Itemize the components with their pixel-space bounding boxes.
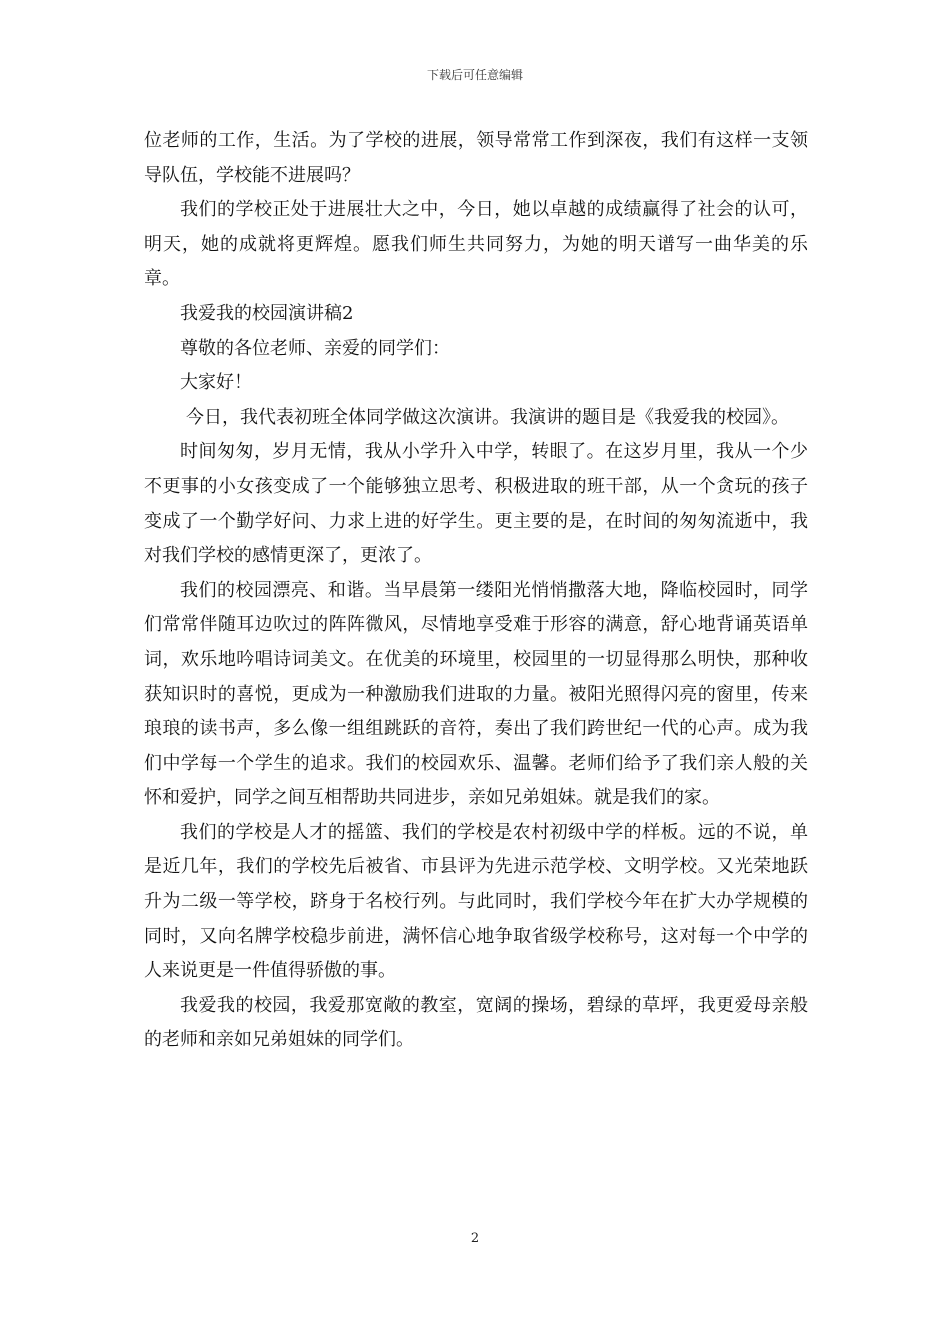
page-number: 2 <box>470 1231 480 1246</box>
salutation: 尊敬的各位老师、亲爱的同学们： <box>180 337 450 359</box>
paragraph-school-growth: 我们的学校正处于进展壮大之中，今日，她以卓越的成绩赢得了社会的认可，明天，她的成就将更辉煌。愿我们师生共同努力，为她的明天谱写一曲华美的乐章。 <box>144 199 808 290</box>
paragraph-campus: 我们的校园漂亮、和谐。当早晨第一缕阳光悄悄撒落大地，降临校园时，同学们常常伴随耳边吹过的阵阵微风，尽情地享受难于形容的满意，舒心地背诵英语单词，欢乐地吟唱诗词美文。在优美的环境里，校园里的一切显得那么明快，那种收获知识时的喜悦，更成为一种激励我们进取的力量。被阳光照得闪亮的窗里，传来琅琅的读书声，多么像一组组跳跃的音符，奏出了我们跨世纪一代的心声。成为我们中学每一个学生的追求。我们的校园欢乐、温馨。老师们给予了我们亲人般的关怀和爱护，同学之间互相帮助共同进步，亲如兄弟姐妹。就是我们的家。 <box>144 579 808 809</box>
paragraph-time: 时间匆匆，岁月无情，我从小学升入中学，转眼了。在这岁月里，我从一个少不更事的小女孩变成了一个能够独立思考、积极进取的班干部，从一个贪玩的孩子变成了一个勤学好问、力求上进的好学生。更主要的是，在时间的匆匆流逝中，我对我们学校的感情更深了，更浓了。 <box>144 441 808 567</box>
greeting: 大家好！ <box>180 372 252 394</box>
paragraph-continuation: 位老师的工作，生活。为了学校的进展，领导常常工作到深夜，我们有这样一支领导队伍，学校能不进展吗？ <box>144 130 808 186</box>
paragraph-closing: 我爱我的校园，我爱那宽敞的教室，宽阔的操场，碧绿的草坪，我更爱母亲般的老师和亲如兄弟姐妹的同学们。 <box>144 994 808 1051</box>
paragraph-school-honors: 我们的学校是人才的摇篮、我们的学校是农村初级中学的样板。远的不说，单是近几年，我们的学校先后被省、市县评为先进示范学校、文明学校。又光荣地跃升为二级一等学校，跻身于名校行列。与此同时，我们学校今年在扩大办学规模的同时，又向名牌学校稳步前进，满怀信心地争取省级学校称号，这对每一个中学的人来说更是一件值得骄傲的事。 <box>144 821 808 982</box>
speech-title: 我爱我的校园演讲稿2 <box>180 302 354 324</box>
document-body <box>144 124 808 1058</box>
page-header: 下载后可任意编辑 <box>426 68 523 82</box>
paragraph-intro: 今日，我代表初班全体同学做这次演讲。我演讲的题目是《我爱我的校园》。 <box>186 406 789 428</box>
